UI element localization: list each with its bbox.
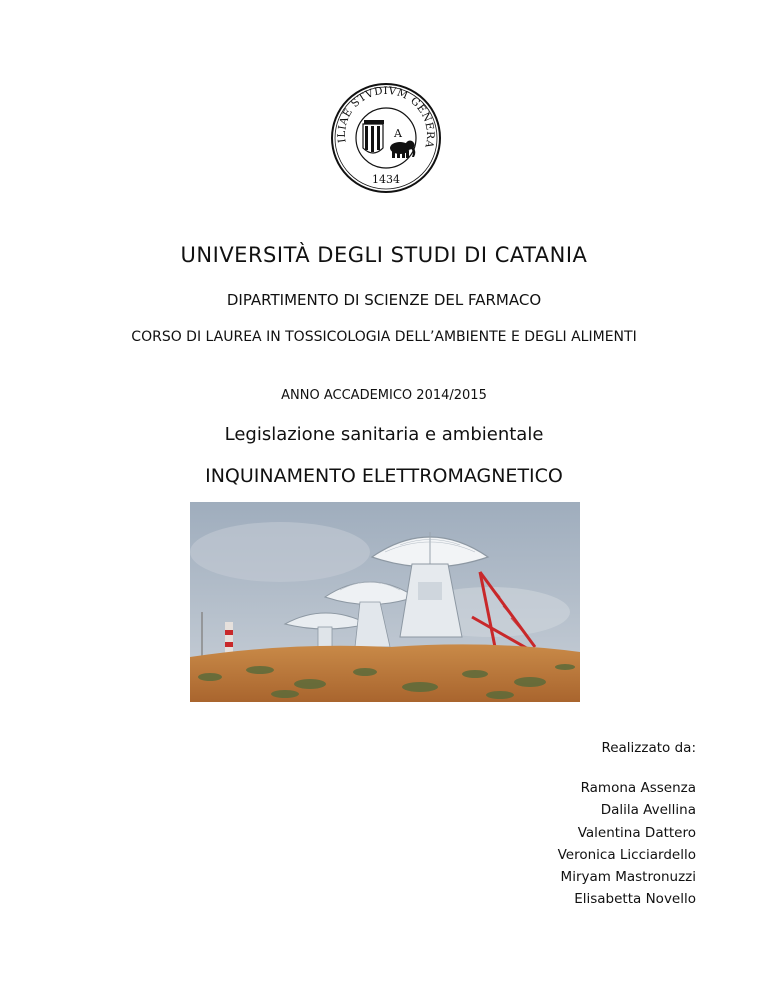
elephant-icon — [390, 141, 415, 159]
university-name: UNIVERSITÀ DEGLI STUDI DI CATANIA — [180, 243, 588, 267]
department-name: DIPARTIMENTO DI SCIENZE DEL FARMACO — [226, 291, 542, 309]
authors-label: Realizzato da: — [601, 740, 696, 756]
author-name: Veronica Licciardello — [557, 846, 696, 863]
university-seal-icon — [330, 82, 442, 194]
seal-year: 1434 — [372, 173, 400, 186]
academic-year: ANNO ACCADEMICO 2014/2015 — [281, 388, 487, 403]
author-name: Dalila Avellina — [600, 802, 696, 819]
course-of-study: CORSO DI LAUREA IN TOSSICOLOGIA DELL’AMBIENTE E DEGLI ALIMENTI — [131, 329, 637, 345]
author-name: Elisabetta Novello — [574, 891, 696, 908]
author-name: Valentina Dattero — [577, 824, 696, 841]
authors-block — [558, 740, 696, 911]
topic-title: INQUINAMENTO ELETTROMAGNETICO — [205, 465, 563, 487]
seal-letter: A — [394, 127, 402, 140]
author-name: Miryam Mastronuzzi — [560, 869, 696, 886]
course-title: Legislazione sanitaria e ambientale — [224, 424, 544, 445]
radio-telescope-photo — [190, 502, 580, 702]
seal-motto: ILIAE STVDIVM GENERA — [335, 84, 437, 150]
author-name: Ramona Assenza — [580, 780, 696, 796]
